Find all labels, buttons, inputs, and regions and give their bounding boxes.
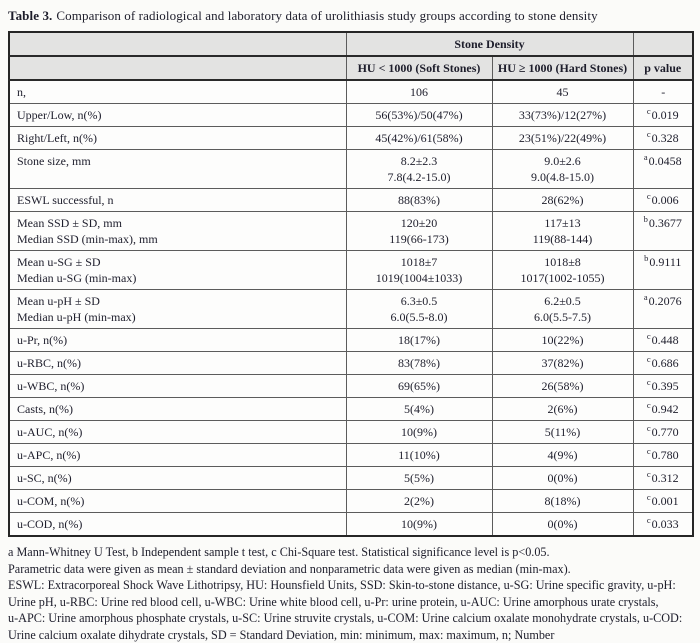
p-value-text: 0.033	[652, 517, 679, 531]
hard-stones-value-cell-line1: 8(18%)	[497, 494, 629, 509]
p-value-superscript: c	[647, 400, 651, 410]
row-label-cell	[9, 212, 346, 251]
p-value-superscript: a	[644, 292, 648, 302]
table-row	[9, 290, 693, 329]
hard-stones-value-cell-line1: 26(58%)	[497, 379, 629, 394]
soft-stones-value-cell	[346, 189, 492, 212]
hard-stones-value-cell-line1: 117±13	[497, 216, 629, 231]
hard-stones-value-cell	[492, 251, 633, 290]
hard-stones-value-cell-line2: 119(88-144)	[497, 232, 629, 247]
hard-stones-value-cell	[492, 329, 633, 352]
row-label-cell-line1: Casts, n(%)	[17, 402, 342, 417]
hard-stones-value-cell	[492, 513, 633, 537]
row-label-cell	[9, 80, 346, 104]
hard-stones-value-cell	[492, 421, 633, 444]
hard-stones-value-cell	[492, 212, 633, 251]
hard-stones-value-cell-line1: 45	[497, 85, 629, 100]
row-label-cell	[9, 329, 346, 352]
hard-stones-value-cell-line1: 4(9%)	[497, 448, 629, 463]
soft-stones-value-cell	[346, 467, 492, 490]
soft-stones-value-cell-line1: 6.3±0.5	[351, 294, 488, 309]
p-value-cell	[633, 513, 693, 537]
row-label-cell-line1: u-RBC, n(%)	[17, 356, 342, 371]
row-label-cell-line1: Right/Left, n(%)	[17, 131, 342, 146]
p-value-superscript: c	[647, 129, 651, 139]
column-header-hard-stones: HU ≥ 1000 (Hard Stones)	[492, 56, 633, 80]
row-label-cell-line1: u-AUC, n(%)	[17, 425, 342, 440]
table-row	[9, 251, 693, 290]
row-label-cell-line1: Mean u-SG ± SD	[17, 255, 342, 270]
soft-stones-value-cell-line1: 56(53%)/50(47%)	[351, 108, 488, 123]
p-value-cell	[633, 444, 693, 467]
p-value-superscript: c	[647, 515, 651, 525]
p-value-cell	[633, 421, 693, 444]
soft-stones-value-cell-line1: 69(65%)	[351, 379, 488, 394]
soft-stones-value-cell-line2: 1019(1004±1033)	[351, 271, 488, 286]
p-value-cell	[633, 104, 693, 127]
soft-stones-value-cell	[346, 150, 492, 189]
hard-stones-value-cell-line1: 9.0±2.6	[497, 154, 629, 169]
table-row	[9, 398, 693, 421]
footnote-line: Urine pH, u-RBC: Urine red blood cell, u-WBC: Urine white blood cell, u-Pr: urine protein, u-AUC: Urine amorphous urate crystals,	[8, 594, 692, 611]
row-label-cell-line2: Median u-SG (min-max)	[17, 271, 342, 286]
hard-stones-value-cell	[492, 490, 633, 513]
table-row	[9, 421, 693, 444]
row-label-cell	[9, 513, 346, 537]
p-value-cell	[633, 189, 693, 212]
row-label-cell	[9, 398, 346, 421]
row-label-cell-line1: u-WBC, n(%)	[17, 379, 342, 394]
p-value-text: 0.328	[652, 131, 679, 145]
table-row	[9, 150, 693, 189]
p-value-superscript: a	[644, 152, 648, 162]
hard-stones-value-cell	[492, 467, 633, 490]
p-value-superscript: c	[647, 377, 651, 387]
row-label-cell	[9, 290, 346, 329]
soft-stones-value-cell	[346, 490, 492, 513]
soft-stones-value-cell-line1: 120±20	[351, 216, 488, 231]
table-row	[9, 490, 693, 513]
soft-stones-value-cell	[346, 251, 492, 290]
soft-stones-value-cell	[346, 80, 492, 104]
soft-stones-value-cell-line1: 8.2±2.3	[351, 154, 488, 169]
row-label-cell-line1: u-SC, n(%)	[17, 471, 342, 486]
footnote-line: u-APC: Urine amorphous phosphate crystals, u-SC: Urine struvite crystals, u-COM: Urine calcium oxalate monohydrate crystals, u-COD:	[8, 610, 692, 627]
p-value-text: 0.3677	[649, 216, 682, 230]
soft-stones-value-cell-line1: 11(10%)	[351, 448, 488, 463]
hard-stones-value-cell	[492, 127, 633, 150]
table-title-text: Comparison of radiological and laboratory data of urolithiasis study groups according to stone density	[56, 8, 597, 23]
p-value-superscript: c	[647, 331, 651, 341]
soft-stones-value-cell	[346, 352, 492, 375]
row-label-cell-line2: Median SSD (min-max), mm	[17, 232, 342, 247]
p-value-text: 0.019	[652, 108, 679, 122]
hard-stones-value-cell-line1: 0(0%)	[497, 517, 629, 532]
p-value-superscript: c	[647, 469, 651, 479]
data-table	[8, 31, 694, 537]
row-label-cell-line1: n,	[17, 85, 342, 100]
corner-cell-2	[9, 56, 346, 80]
footnote-line: a Mann-Whitney U Test, b Independent sample t test, c Chi-Square test. Statistical significance level is p<0.05.	[8, 544, 692, 561]
row-label-cell-line2: Median u-pH (min-max)	[17, 310, 342, 325]
row-label-cell-line1: Stone size, mm	[17, 154, 342, 169]
column-header-soft-stones: HU < 1000 (Soft Stones)	[346, 56, 492, 80]
p-value-cell	[633, 80, 693, 104]
hard-stones-value-cell	[492, 398, 633, 421]
row-label-cell	[9, 127, 346, 150]
table-row	[9, 127, 693, 150]
p-value-text: 0.770	[652, 425, 679, 439]
soft-stones-value-cell	[346, 513, 492, 537]
row-label-cell	[9, 467, 346, 490]
soft-stones-value-cell-line1: 45(42%)/61(58%)	[351, 131, 488, 146]
table-row	[9, 212, 693, 251]
soft-stones-value-cell-line1: 18(17%)	[351, 333, 488, 348]
row-label-cell-line1: u-Pr, n(%)	[17, 333, 342, 348]
column-header-row	[9, 56, 693, 80]
column-header-p-value: p value	[633, 56, 693, 80]
group-header-cell: Stone Density	[346, 32, 633, 56]
p-value-superscript: c	[647, 191, 651, 201]
table-body	[9, 80, 693, 536]
hard-stones-value-cell-line2: 6.0(5.5-7.5)	[497, 310, 629, 325]
soft-stones-value-cell	[346, 329, 492, 352]
table-row	[9, 375, 693, 398]
row-label-cell-line1: u-COM, n(%)	[17, 494, 342, 509]
hard-stones-value-cell-line1: 10(22%)	[497, 333, 629, 348]
soft-stones-value-cell-line1: 2(2%)	[351, 494, 488, 509]
row-label-cell	[9, 421, 346, 444]
p-value-cell	[633, 375, 693, 398]
p-value-text: 0.001	[652, 494, 679, 508]
row-label-cell-line1: Mean SSD ± SD, mm	[17, 216, 342, 231]
footnote-line: Parametric data were given as mean ± standard deviation and nonparametric data were given as median (min-max).	[8, 561, 692, 578]
footnote-line: ESWL: Extracorporeal Shock Wave Lithotripsy, HU: Hounsfield Units, SSD: Skin-to-stone distance, u-SG: Urine specific gravity, u-pH:	[8, 577, 692, 594]
p-column-spacer-cell	[633, 32, 693, 56]
hard-stones-value-cell-line1: 37(82%)	[497, 356, 629, 371]
table-title	[8, 8, 692, 24]
row-label-cell-line1: Mean u-pH ± SD	[17, 294, 342, 309]
corner-cell	[9, 32, 346, 56]
hard-stones-value-cell-line1: 33(73%)/12(27%)	[497, 108, 629, 123]
hard-stones-value-cell-line1: 5(11%)	[497, 425, 629, 440]
hard-stones-value-cell	[492, 444, 633, 467]
row-label-cell-line1: u-COD, n(%)	[17, 517, 342, 532]
row-label-cell-line1: u-APC, n(%)	[17, 448, 342, 463]
hard-stones-value-cell	[492, 352, 633, 375]
p-value-cell	[633, 398, 693, 421]
hard-stones-value-cell-line1: 0(0%)	[497, 471, 629, 486]
row-label-cell	[9, 375, 346, 398]
p-value-superscript: b	[644, 253, 648, 263]
soft-stones-value-cell-line1: 106	[351, 85, 488, 100]
soft-stones-value-cell	[346, 212, 492, 251]
p-value-cell	[633, 490, 693, 513]
p-value-cell	[633, 212, 693, 251]
p-value-superscript: c	[647, 446, 651, 456]
row-label-cell	[9, 251, 346, 290]
soft-stones-value-cell-line1: 1018±7	[351, 255, 488, 270]
hard-stones-value-cell	[492, 189, 633, 212]
p-value-cell	[633, 352, 693, 375]
p-value-cell	[633, 150, 693, 189]
hard-stones-value-cell-line1: 23(51%)/22(49%)	[497, 131, 629, 146]
p-value-text: 0.0458	[649, 154, 682, 168]
soft-stones-value-cell-line1: 88(83%)	[351, 193, 488, 208]
hard-stones-value-cell	[492, 150, 633, 189]
hard-stones-value-cell-line1: 2(6%)	[497, 402, 629, 417]
hard-stones-value-cell	[492, 104, 633, 127]
row-label-cell	[9, 444, 346, 467]
table-row	[9, 189, 693, 212]
soft-stones-value-cell	[346, 421, 492, 444]
hard-stones-value-cell-line1: 28(62%)	[497, 193, 629, 208]
hard-stones-value-cell	[492, 290, 633, 329]
soft-stones-value-cell	[346, 290, 492, 329]
row-label-cell	[9, 189, 346, 212]
hard-stones-value-cell-line1: 1018±8	[497, 255, 629, 270]
p-value-superscript: c	[647, 423, 651, 433]
p-value-text: 0.312	[652, 471, 679, 485]
table-row	[9, 467, 693, 490]
soft-stones-value-cell	[346, 375, 492, 398]
p-value-text: 0.395	[652, 379, 679, 393]
p-value-superscript: c	[647, 354, 651, 364]
p-value-superscript: b	[644, 214, 648, 224]
table-row	[9, 513, 693, 537]
p-value-text: 0.942	[652, 402, 679, 416]
p-value-cell	[633, 251, 693, 290]
p-value-text: 0.686	[652, 356, 679, 370]
hard-stones-value-cell-line2: 1017(1002-1055)	[497, 271, 629, 286]
soft-stones-value-cell-line2: 6.0(5.5-8.0)	[351, 310, 488, 325]
table-header	[9, 32, 693, 80]
hard-stones-value-cell	[492, 80, 633, 104]
table-row	[9, 329, 693, 352]
table-row	[9, 352, 693, 375]
row-label-cell-line1: ESWL successful, n	[17, 193, 342, 208]
table-row	[9, 444, 693, 467]
soft-stones-value-cell	[346, 444, 492, 467]
hard-stones-value-cell-line1: 6.2±0.5	[497, 294, 629, 309]
p-value-text: 0.780	[652, 448, 679, 462]
p-value-text: 0.9111	[649, 255, 681, 269]
p-value-cell	[633, 467, 693, 490]
p-value-cell	[633, 290, 693, 329]
p-value-text: 0.006	[652, 193, 679, 207]
soft-stones-value-cell-line1: 5(5%)	[351, 471, 488, 486]
p-value-superscript: c	[647, 492, 651, 502]
soft-stones-value-cell	[346, 127, 492, 150]
p-value-text: -	[661, 85, 665, 99]
footnotes	[8, 544, 692, 643]
table-row	[9, 104, 693, 127]
hard-stones-value-cell-line2: 9.0(4.8-15.0)	[497, 170, 629, 185]
soft-stones-value-cell	[346, 104, 492, 127]
row-label-cell-line1: Upper/Low, n(%)	[17, 108, 342, 123]
row-label-cell	[9, 352, 346, 375]
soft-stones-value-cell-line1: 5(4%)	[351, 402, 488, 417]
soft-stones-value-cell-line2: 119(66-173)	[351, 232, 488, 247]
table-number-label: Table 3.	[8, 8, 52, 23]
row-label-cell	[9, 150, 346, 189]
p-value-cell	[633, 127, 693, 150]
p-value-text: 0.2076	[649, 294, 682, 308]
soft-stones-value-cell-line2: 7.8(4.2-15.0)	[351, 170, 488, 185]
soft-stones-value-cell-line1: 10(9%)	[351, 425, 488, 440]
p-value-cell	[633, 329, 693, 352]
soft-stones-value-cell-line1: 83(78%)	[351, 356, 488, 371]
group-header-row	[9, 32, 693, 56]
soft-stones-value-cell-line1: 10(9%)	[351, 517, 488, 532]
row-label-cell	[9, 490, 346, 513]
row-label-cell	[9, 104, 346, 127]
hard-stones-value-cell	[492, 375, 633, 398]
table-row	[9, 80, 693, 104]
p-value-superscript: c	[647, 106, 651, 116]
p-value-text: 0.448	[652, 333, 679, 347]
footnote-line: Urine calcium oxalate dihydrate crystals, SD = Standard Deviation, min: minimum, max: maximum, n; Number	[8, 627, 692, 643]
soft-stones-value-cell	[346, 398, 492, 421]
